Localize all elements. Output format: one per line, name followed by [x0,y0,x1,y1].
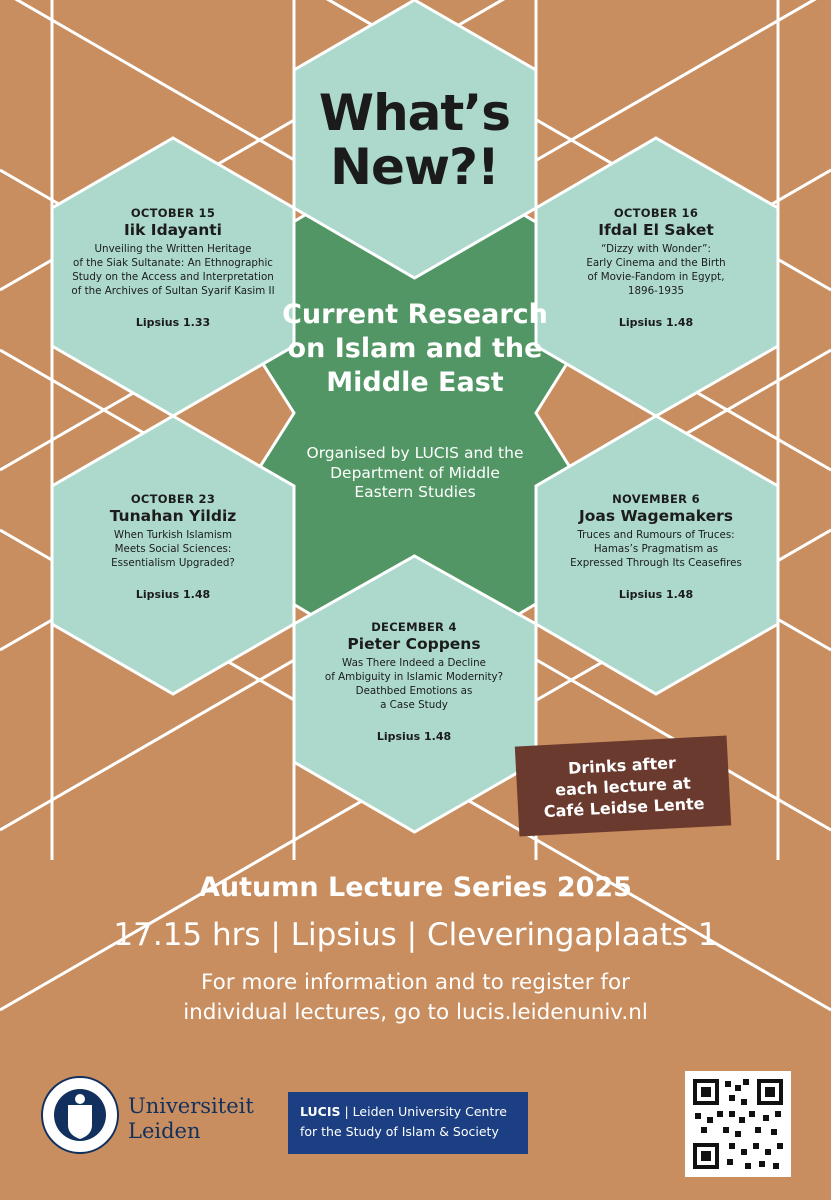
lecture-room: Lipsius 1.48 [376,730,452,743]
lecture-speaker: Ifdal El Saket [598,221,714,239]
lecture-speaker: Pieter Coppens [347,635,481,653]
lucis-line-1: | Leiden University Centre [340,1104,507,1119]
lecture-room: Lipsius 1.48 [135,588,211,601]
lecture-speaker: Tunahan Yildiz [109,507,237,525]
lecture-date: NOVEMBER 6 [612,492,700,506]
drinks-line-1: Drinks after [567,752,677,778]
lecture-title: Truces and Rumours of Truces: Hamas’s Pragmatism as Expressed Through Its Ceasefires [570,529,742,569]
headline: What’s New?! [318,84,511,196]
lecture-title: “Dizzy with Wonder”: Early Cinema and the Birth of Movie-Fandom in Egypt, 1896-1935 [586,243,726,297]
star-title: Current Research on Islam and the Middle East [282,299,548,398]
star-subtitle: Organised by LUCIS and the Department of Middle Eastern Studies [306,444,524,501]
series-details: 17.15 hrs | Lipsius | Cleveringaplaats 1 [113,917,718,953]
series-info: For more information and to register for individual lectures, go to lucis.leidenuniv.nl [183,970,648,1025]
lecture-date: OCTOBER 15 [130,206,216,220]
lecture-room: Lipsius 1.33 [135,316,211,329]
university-seal-logo [40,1075,120,1155]
lecture-speaker: Iik Idayanti [124,221,222,239]
lucis-line-2: for the Study of Islam & Society [300,1124,499,1139]
lecture-date: DECEMBER 4 [371,620,457,634]
lecture-card-4 [536,492,776,602]
qr-code[interactable] [685,1071,791,1177]
series-title: Autumn Lecture Series 2025 [199,872,632,903]
drinks-line-2: each lecture at [554,772,692,800]
lecture-speaker: Joas Wagemakers [579,507,733,525]
lecture-date: OCTOBER 23 [130,492,216,506]
lecture-room: Lipsius 1.48 [618,316,694,329]
lecture-title: Unveiling the Written Heritage of the Siak Sultanate: An Ethnographic Study on the Access and Interpretation of the Archives of Sultan Syarif Kasim II [71,243,275,297]
lecture-room: Lipsius 1.48 [618,588,694,601]
lecture-date: OCTOBER 16 [613,206,699,220]
university-name: Universiteit Leiden [128,1094,254,1143]
drinks-line-3: Café Leidse Lente [543,793,705,821]
lucis-abbreviation: LUCIS [300,1104,341,1119]
lecture-card-1 [53,206,293,330]
lecture-card-3 [53,492,293,602]
lucis-logo [288,1092,528,1154]
lecture-title: When Turkish Islamism Meets Social Sciences: Essentialism Upgraded? [111,529,235,569]
lecture-card-2 [536,206,776,330]
lecture-card-5 [294,620,534,744]
lecture-title: Was There Indeed a Decline of Ambiguity in Islamic Modernity? Deathbed Emotions as a Case Study [324,657,504,711]
drinks-notice [515,736,731,837]
